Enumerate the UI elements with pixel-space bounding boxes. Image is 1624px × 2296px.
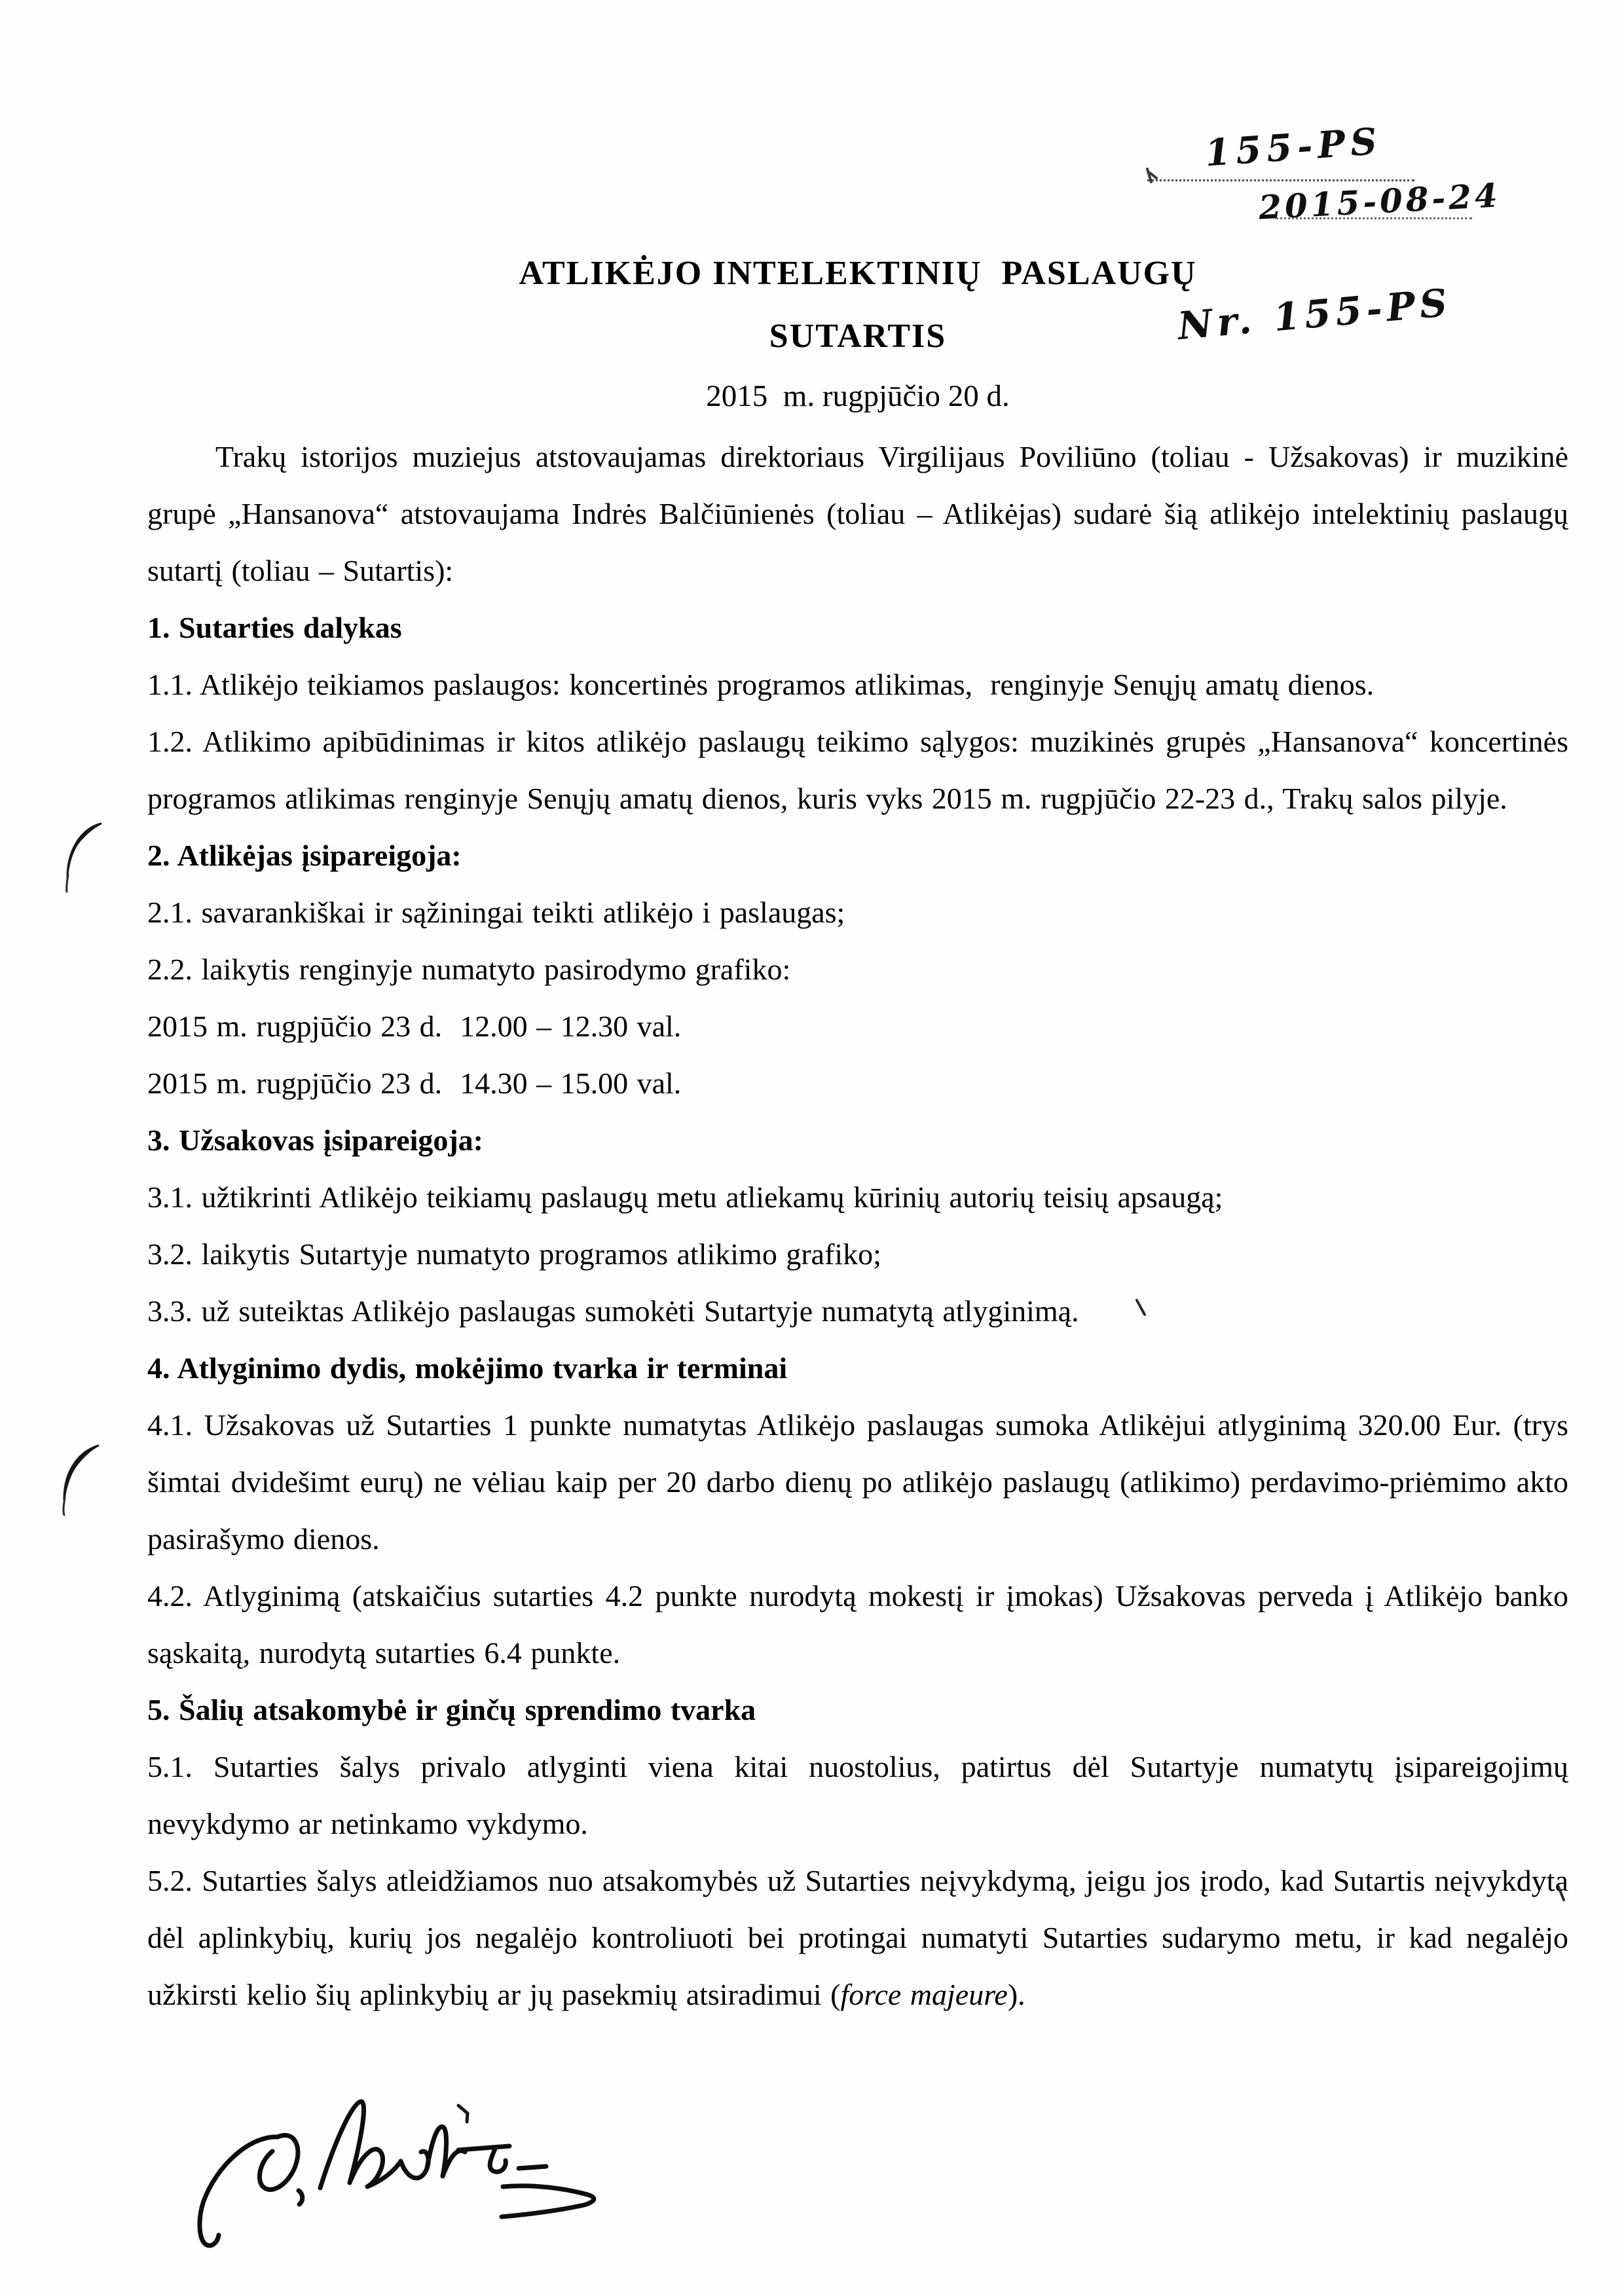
- margin-pen-mark-1-tail: [67, 875, 68, 892]
- clause-2-1: 2.1. savarankiškai ir sąžiningai teikti atlikėjo i paslaugas;: [147, 896, 845, 929]
- handwritten-contract-number: Nr. 155-PS: [1175, 280, 1454, 349]
- section-3-heading: 3. Užsakovas įsipareigoja:: [147, 1123, 483, 1157]
- dotted-line: [1276, 217, 1472, 219]
- clause-5-2-text: 5.2. Sutarties šalys atleidžiamos nuo atsakomybės už Sutarties neįvykdymą, jeigu jos įrodo, kad Sutartis neįvykdyta dėl aplinkybių, kurių jos negalėjo kontroliuoti bei protingai numatyti Sutarties sudarymo metu, ir kad negalėjo užkirsti kelio šių aplinkybių ar jų pasekmių atsiradimui (: [147, 1864, 1568, 2011]
- contract-title: ATLIKĖJO INTELEKTINIŲ PASLAUGŲ: [519, 255, 1197, 292]
- section-1-heading: 1. Sutarties dalykas: [147, 611, 402, 644]
- clause-1-2: 1.2. Atlikimo apibūdinimas ir kitos atlikėjo paslaugų teikimo sąlygos: muzikinės grupės „Hansanova“ koncertinės programos atlikimas renginyje Senųjų amatų dienos, kuris vyks 2015 m. rugpjūčio 22-23 d., Trakų salos pilyje.: [147, 725, 1568, 815]
- clause-5-2-tail: ).: [1007, 1978, 1025, 2011]
- clause-3-2: 3.2. laikytis Sutartyje numatyto programos atlikimo grafiko;: [147, 1237, 881, 1271]
- clause-5-2: [147, 1852, 1568, 2023]
- clause-4-1: 4.1. Užsakovas už Sutarties 1 punkte numatytas Atlikėjo paslaugas sumoka Atlikėjui atlyginimą 320.00 Eur. (trys šimtai dvidešimt eurų) ne vėliau kaip per 20 darbo dienų po atlikėjo paslaugų (atlikimo) perdavimo-priėmimo akto pasirašymo dienos.: [147, 1408, 1568, 1556]
- clause-3-1: 3.1. užtikrinti Atlikėjo teikiamų paslaugų metu atliekamų kūrinių autorių teisių apsaugą;: [147, 1180, 1223, 1214]
- clause-5-1: 5.1. Sutarties šalys privalo atlyginti viena kitai nuostolius, patirtus dėl Sutartyje numatytų įsipareigojimų nevykdymo ar netinkamo vykdymo.: [147, 1750, 1568, 1840]
- section-4-heading: 4. Atlyginimo dydis, mokėjimo tvarka ir terminai: [147, 1351, 788, 1385]
- handwritten-registry-number: 155-PS: [1204, 119, 1384, 175]
- clause-1-1: 1.1. Atlikėjo teikiamos paslaugos: koncertinės programos atlikimas, renginyje Senųjų amatų dienos.: [147, 668, 1375, 701]
- margin-pen-mark-1: [67, 824, 101, 877]
- contract-body: [147, 428, 1568, 2023]
- schedule-entry-2: 2015 m. rugpjūčio 23 d. 14.30 – 15.00 val.: [147, 1066, 682, 1100]
- section-5-heading: 5. Šalių atsakomybė ir ginčų sprendimo tvarka: [147, 1693, 756, 1726]
- clause-3-3: 3.3. už suteiktas Atlikėjo paslaugas sumokėti Sutartyje numatytą atlyginimą.: [147, 1294, 1079, 1328]
- margin-pen-mark-2-tail: [64, 1498, 65, 1515]
- clause-4-2: 4.2. Atlyginimą (atskaičius sutarties 4.2 punkte nurodytą mokestį ir įmokas) Užsakovas perveda į Atlikėjo banko sąskaitą, nurodytą sutarties 6.4 punkte.: [147, 1579, 1568, 1669]
- dotted-line: [1147, 179, 1414, 181]
- schedule-entry-1: 2015 m. rugpjūčio 23 d. 12.00 – 12.30 val.: [147, 1010, 682, 1043]
- stray-mark-4: [458, 2105, 468, 2122]
- margin-pen-mark-2: [64, 1446, 98, 1501]
- contract-date: 2015 m. rugpjūčio 20 d.: [706, 379, 1010, 413]
- signature: [200, 2102, 594, 2246]
- clause-2-2: 2.2. laikytis renginyje numatyto pasirodymo grafiko:: [147, 953, 791, 986]
- intro-paragraph: Trakų istorijos muziejus atstovaujamas direktoriaus Virgilijaus Poviliūno (toliau - Užsakovas) ir muzikinė grupė „Hansanova“ atstovaujama Indrės Balčiūnienės (toliau – Atlikėjas) sudarė šią atlikėjo intelektinių paslaugų sutartį (toliau – Sutartis):: [147, 440, 1568, 587]
- force-majeure-italic: force majeure: [840, 1978, 1008, 2011]
- section-2-heading: 2. Atlikėjas įsipareigoja:: [147, 839, 462, 872]
- contract-subtitle: SUTARTIS: [769, 318, 947, 355]
- handwritten-registry-date: 2015-08-24: [1257, 175, 1502, 227]
